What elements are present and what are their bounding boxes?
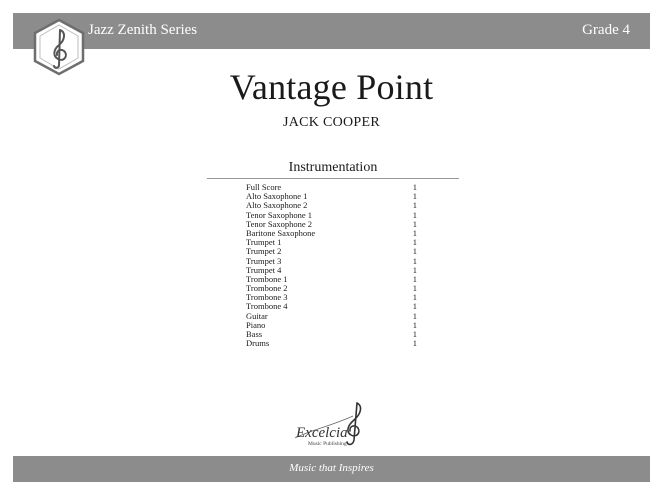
instrument-row (246, 321, 421, 330)
instrument-quantity: 1 (412, 319, 417, 330)
instrument-name: Trumpet 3 (246, 255, 282, 266)
publisher-subtitle: Music Publishing (308, 441, 347, 447)
piece-title: Vantage Point (229, 67, 434, 107)
composer-name: JACK COOPER (282, 115, 381, 130)
instrument-quantity: 1 (412, 200, 417, 211)
instrument-quantity: 1 (412, 338, 417, 349)
instrument-name: Full Score (246, 182, 282, 192)
instrument-name: Trumpet 2 (246, 246, 282, 257)
instrument-quantity: 1 (412, 273, 417, 284)
instrument-quantity: 1 (412, 301, 417, 312)
instrument-name: Guitar (246, 310, 268, 321)
instrument-quantity: 1 (412, 310, 417, 321)
instrument-quantity: 1 (412, 209, 417, 220)
instrument-row (246, 339, 421, 348)
instrument-name: Bass (246, 329, 263, 339)
instrument-quantity: 1 (412, 329, 417, 339)
instrument-name: Trumpet 4 (246, 264, 282, 275)
instrument-name: Alto Saxophone 2 (246, 200, 308, 211)
instrument-row (246, 330, 421, 339)
instrument-name: Tenor Saxophone 2 (246, 218, 312, 229)
instrument-row (246, 302, 421, 311)
instrument-row (246, 312, 421, 321)
instrumentation-list (246, 183, 421, 348)
instrument-quantity: 1 (412, 283, 417, 294)
instrument-quantity: 1 (412, 191, 417, 202)
instrument-name: Trombone 2 (246, 283, 288, 294)
instrumentation-heading: Instrumentation (288, 160, 378, 175)
instrument-name: Piano (246, 319, 266, 330)
publisher-name: Excelcia (296, 425, 348, 441)
instrument-quantity: 1 (412, 182, 417, 192)
instrument-name: Trombone 1 (246, 273, 288, 284)
instrument-name: Trumpet 1 (246, 237, 282, 248)
instrument-quantity: 1 (412, 218, 417, 229)
instrument-quantity: 1 (412, 227, 417, 238)
header-bar (13, 13, 650, 49)
instrument-name: Drums (246, 338, 270, 349)
series-name: Jazz Zenith Series (88, 22, 198, 38)
instrument-name: Trombone 4 (246, 301, 288, 312)
footer-bar (13, 456, 650, 482)
instrument-quantity: 1 (412, 255, 417, 266)
instrumentation-divider (207, 178, 459, 179)
instrument-name: Alto Saxophone 1 (246, 191, 308, 202)
instrument-quantity: 1 (412, 246, 417, 257)
instrument-quantity: 1 (412, 237, 417, 248)
footer-tagline: Music that Inspires (289, 462, 374, 474)
grade-level: Grade 4 (582, 22, 630, 38)
instrument-name: Trombone 3 (246, 292, 288, 303)
instrument-quantity: 1 (412, 292, 417, 303)
instrument-quantity: 1 (412, 264, 417, 275)
instrument-name: Tenor Saxophone 1 (246, 209, 312, 220)
instrument-name: Baritone Saxophone (246, 227, 316, 238)
